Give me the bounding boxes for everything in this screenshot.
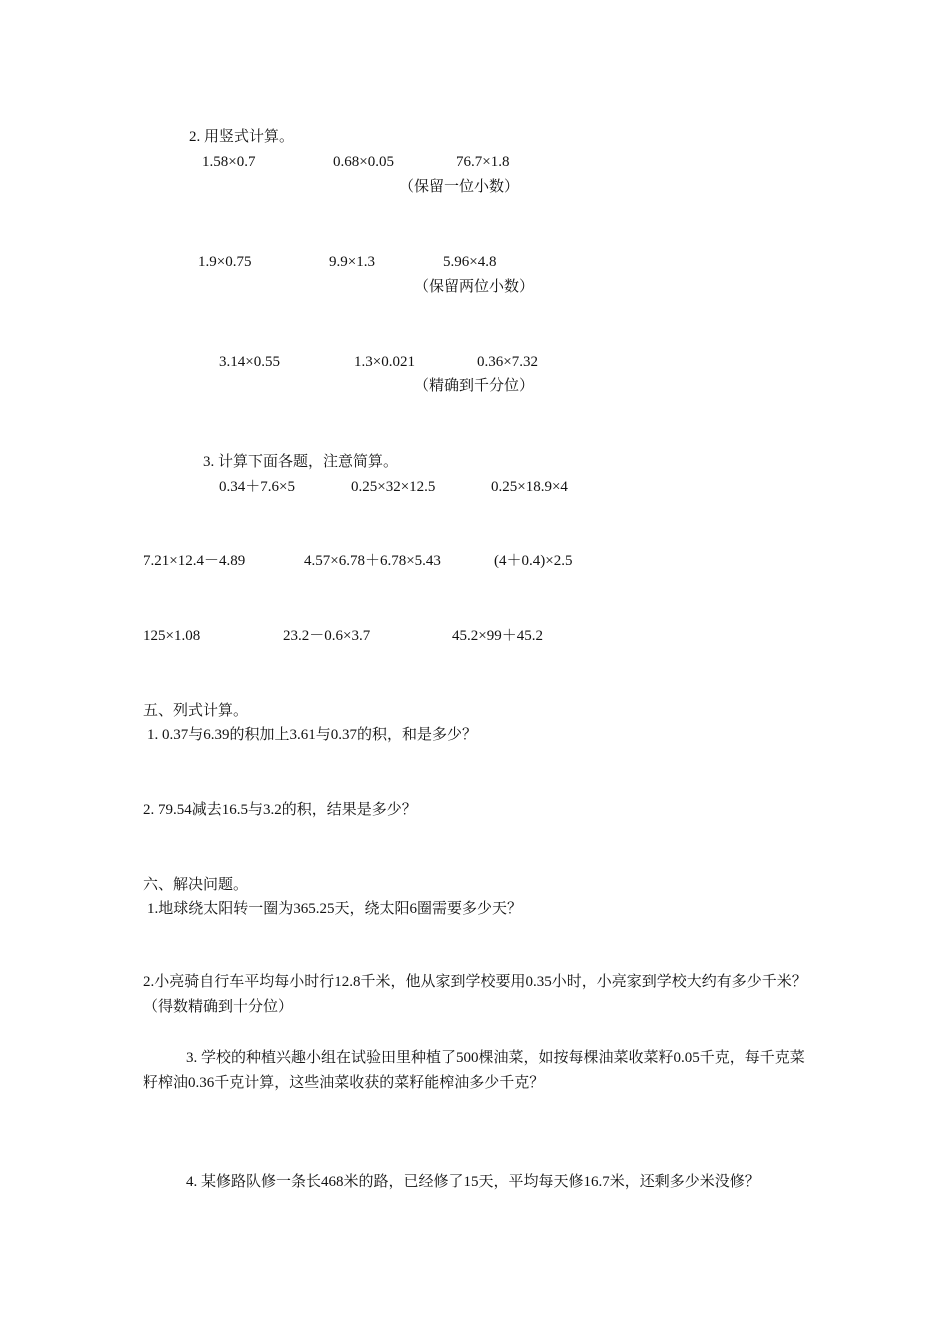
section6-q3: 3. 学校的种植兴趣小组在试验田里种植了500棵油菜，如按每棵油菜收菜籽0.05千克，每千克菜籽榨油0.36千克计算，这些油菜收获的菜籽能榨油多少千克？ [143,1050,805,1091]
calc-item: 0.36×7.32 [477,354,538,370]
calc-item: 1.58×0.7 [202,154,256,170]
section5-title: 五、列式计算。 [143,703,249,719]
section6-q1: 1.地球绕太阳转一圈为365.25天，绕太阳6圈需要多少天？ [147,901,523,917]
calc-item: 0.25×32×12.5 [351,479,436,495]
section6-title: 六、解决问题。 [143,877,249,893]
calc-item: 76.7×1.8 [456,154,510,170]
calc-item: 23.2－0.6×3.7 [283,628,371,644]
calc-item: 7.21×12.4－4.89 [143,553,246,569]
calc-item: 0.34＋7.6×5 [219,479,295,495]
calc-item: 5.96×4.8 [443,254,497,270]
q3-title: 3. 计算下面各题，注意简算。 [203,454,399,470]
calc-note: （保留一位小数） [399,179,520,195]
calc-item: 1.9×0.75 [198,254,252,270]
calc-item: 4.57×6.78＋6.78×5.43 [304,553,441,569]
calc-item: 45.2×99＋45.2 [452,628,543,644]
calc-item: (4＋0.4)×2.5 [494,553,573,569]
calc-item: 0.25×18.9×4 [491,479,568,495]
calc-item: 0.68×0.05 [333,154,394,170]
calc-note: （精确到千分位） [414,378,535,394]
section6-q4: 4. 某修路队修一条长468米的路，已经修了15天，平均每天修16.7米，还剩多少米没修？ [186,1174,760,1190]
section5-q2: 2. 79.54减去16.5与3.2的积，结果是多少？ [143,802,417,818]
section5-q1: 1. 0.37与6.39的积加上3.61与0.37的积，和是多少？ [147,727,478,743]
calc-item: 9.9×1.3 [329,254,375,270]
calc-item: 1.3×0.021 [354,354,415,370]
calc-item: 3.14×0.55 [219,354,280,370]
q2-title: 2. 用竖式计算。 [189,129,295,145]
section6-q2: 2.小亮骑自行车平均每小时行12.8千米，他从家到学校要用0.35小时，小亮家到学校大约有多少千米？（得数精确到十分位） [143,974,807,1015]
calc-item: 125×1.08 [143,628,201,644]
calc-note: （保留两位小数） [414,279,535,295]
